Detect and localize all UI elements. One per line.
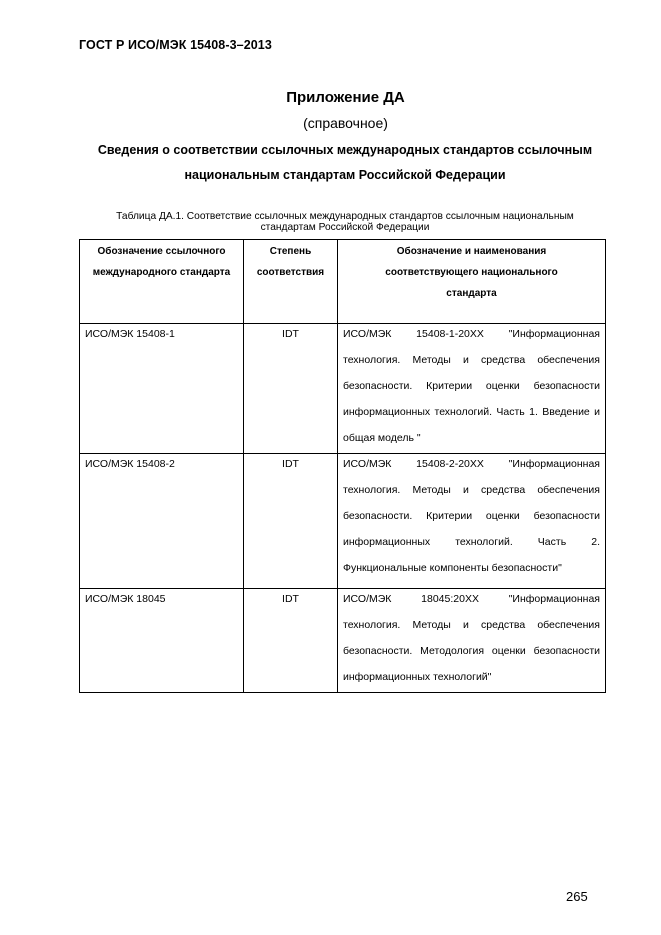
cell-international-code bbox=[80, 589, 244, 693]
annex-heading bbox=[70, 138, 620, 188]
cell-text: ИСО/МЭК 15408-1-20XX "Информационная технология. Методы и средства обеспечения безопасности. Критерии оценки безопасности информационных технологий. Часть 1. Введение и общая модель " bbox=[343, 328, 600, 444]
cell-national-standard bbox=[338, 454, 606, 589]
column-header-line: Обозначение и наименования bbox=[396, 246, 547, 257]
table-header-row bbox=[80, 240, 606, 324]
column-header-line: соответствия bbox=[256, 267, 325, 278]
cell-degree bbox=[244, 589, 338, 693]
column-header-degree bbox=[244, 240, 338, 324]
table-caption-line-2: стандартам Российской Федерации bbox=[260, 222, 430, 233]
column-header-national-standard bbox=[338, 240, 606, 324]
table-row bbox=[80, 324, 606, 454]
column-header-line: международного стандарта bbox=[92, 267, 231, 278]
standards-correspondence-table bbox=[79, 239, 606, 693]
cell-international-code bbox=[80, 324, 244, 454]
cell-text: ИСО/МЭК 18045:20XX "Информационная технология. Методы и средства обеспечения безопасности. Методология оценки безопасности информационных технологий" bbox=[343, 593, 600, 683]
table-caption bbox=[80, 211, 610, 233]
annex-title: Приложение ДА bbox=[286, 89, 405, 106]
cell-text: IDT bbox=[282, 458, 299, 470]
cell-text: ИСО/МЭК 15408-2 bbox=[85, 458, 175, 470]
cell-degree bbox=[244, 324, 338, 454]
cell-degree bbox=[244, 454, 338, 589]
cell-national-standard bbox=[338, 324, 606, 454]
cell-text: ИСО/МЭК 18045 bbox=[85, 593, 166, 605]
cell-text: ИСО/МЭК 15408-2-20XX "Информационная технология. Методы и средства обеспечения безопасности. Критерии оценки безопасности информационных технологий. Часть 2. Функциональные компоненты безопасности" bbox=[343, 458, 600, 574]
column-header-line: Степень bbox=[269, 246, 312, 257]
column-header-line: Обозначение ссылочного bbox=[97, 246, 226, 257]
cell-national-standard bbox=[338, 589, 606, 693]
column-header-line: стандарта bbox=[446, 288, 497, 299]
cell-text: IDT bbox=[282, 328, 299, 340]
annex-subtitle: (справочное) bbox=[303, 115, 388, 131]
cell-text: ИСО/МЭК 15408-1 bbox=[85, 328, 175, 340]
table-caption-line-1: Таблица ДА.1. Соответствие ссылочных международных стандартов ссылочным национальным bbox=[116, 211, 574, 222]
table-row bbox=[80, 589, 606, 693]
cell-text: IDT bbox=[282, 593, 299, 605]
cell-international-code bbox=[80, 454, 244, 589]
table-row bbox=[80, 454, 606, 589]
column-header-line: соответствующего национального bbox=[385, 267, 558, 278]
annex-heading-line-1: Сведения о соответствии ссылочных международных стандартов ссылочным bbox=[97, 143, 593, 157]
document-standard-code: ГОСТ Р ИСО/МЭК 15408-3–2013 bbox=[79, 38, 272, 52]
column-header-international-standard bbox=[80, 240, 244, 324]
page-number: 265 bbox=[566, 889, 588, 904]
annex-heading-line-2: национальным стандартам Российской Федерации bbox=[184, 168, 506, 182]
